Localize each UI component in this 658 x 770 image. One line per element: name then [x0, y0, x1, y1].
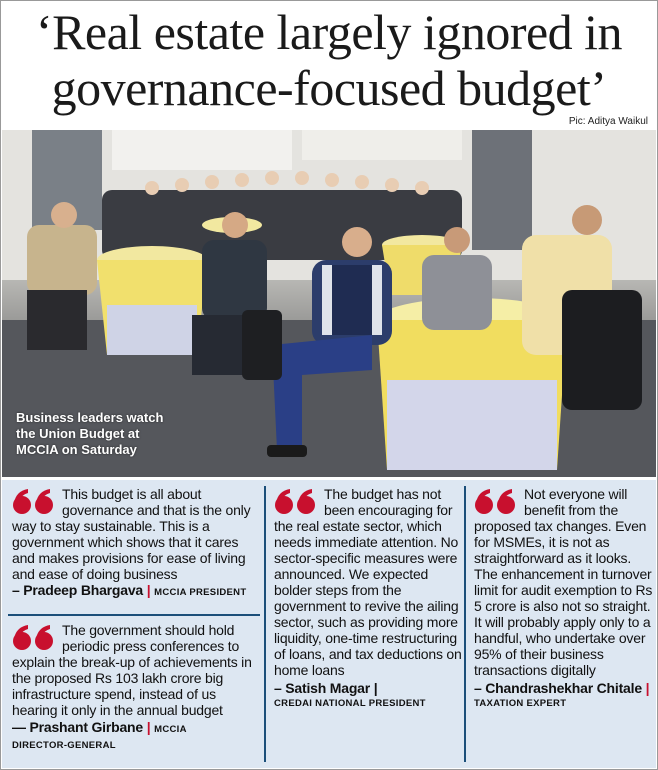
- quote-separator: |: [645, 680, 650, 696]
- caption-line-2: the Union Budget at: [16, 426, 140, 441]
- quote-block: [474, 486, 656, 712]
- quote-author: – Satish Magar: [274, 680, 371, 696]
- quote-role: MCCIA PRESIDENT: [154, 587, 247, 598]
- quote-block: [12, 622, 260, 754]
- quote-block: [274, 486, 464, 712]
- quote-role: TAXATION EXPERT: [474, 698, 567, 709]
- quotes-column-right: [466, 480, 656, 768]
- quotes-column-middle: [266, 480, 464, 768]
- quote-text: The budget has not been encouraging for the real estate sector, which needs immediate attention. No sector-specific measures were announced. We expected bolder steps from the government to revive the ailing sector, such as providing more liquidity, one-time restructuring of loans, and tax deductions on home loans: [274, 486, 462, 678]
- quote-text: The government should hold periodic press conferences to explain the break-up of achievements in the proposed Rs 103 lakh crore big infrastructure spend, instead of us hearing it only in the annual budget: [12, 622, 252, 718]
- photo-caption: [16, 410, 176, 458]
- quotes-column-left: [2, 480, 264, 768]
- caption-line-1: Business leaders watch: [16, 410, 164, 425]
- quote-mark-icon: [474, 488, 518, 514]
- photo-credit: Pic: Aditya Waikul: [568, 116, 648, 127]
- quote-divider: [8, 614, 260, 616]
- quote-author: – Pradeep Bhargava: [12, 582, 144, 598]
- quote-author: — Prashant Girbane: [12, 719, 143, 735]
- quotes-panel: [2, 480, 656, 768]
- quote-mark-icon: [12, 624, 56, 650]
- quote-role: MCCIA: [154, 724, 187, 735]
- headline: [0, 4, 658, 116]
- quote-mark-icon: [274, 488, 318, 514]
- quote-text: Not everyone will benefit from the proposed tax changes. Even for MSMEs, it is not as straightforward as it looks. The enhancement in turnover limit for audit exemption to Rs 5 crore is also not so straight. It will probably apply only to a handful, who undertake over 95% of their business transactions digitally: [474, 486, 653, 678]
- quote-mark-icon: [12, 488, 56, 514]
- headline-line-1: ‘Real estate largely ignored in: [35, 4, 623, 60]
- quote-separator: |: [146, 719, 151, 735]
- quote-separator: |: [146, 582, 151, 598]
- quote-text: This budget is all about governance and that is the only way to stay sustainable. This is a government which shows that it cares and makes provisions for ease of living and ease of doing business: [12, 486, 251, 582]
- caption-line-3: MCCIA on Saturday: [16, 442, 137, 457]
- quote-block: [12, 486, 260, 601]
- quote-author: – Chandrashekhar Chitale: [474, 680, 642, 696]
- news-photo: [2, 130, 656, 477]
- quote-role: CREDAI NATIONAL PRESIDENT: [274, 698, 426, 709]
- quote-separator: |: [373, 680, 378, 696]
- quote-role-line-2: DIRECTOR-GENERAL: [12, 740, 116, 751]
- headline-line-2: governance-focused budget’: [51, 60, 607, 116]
